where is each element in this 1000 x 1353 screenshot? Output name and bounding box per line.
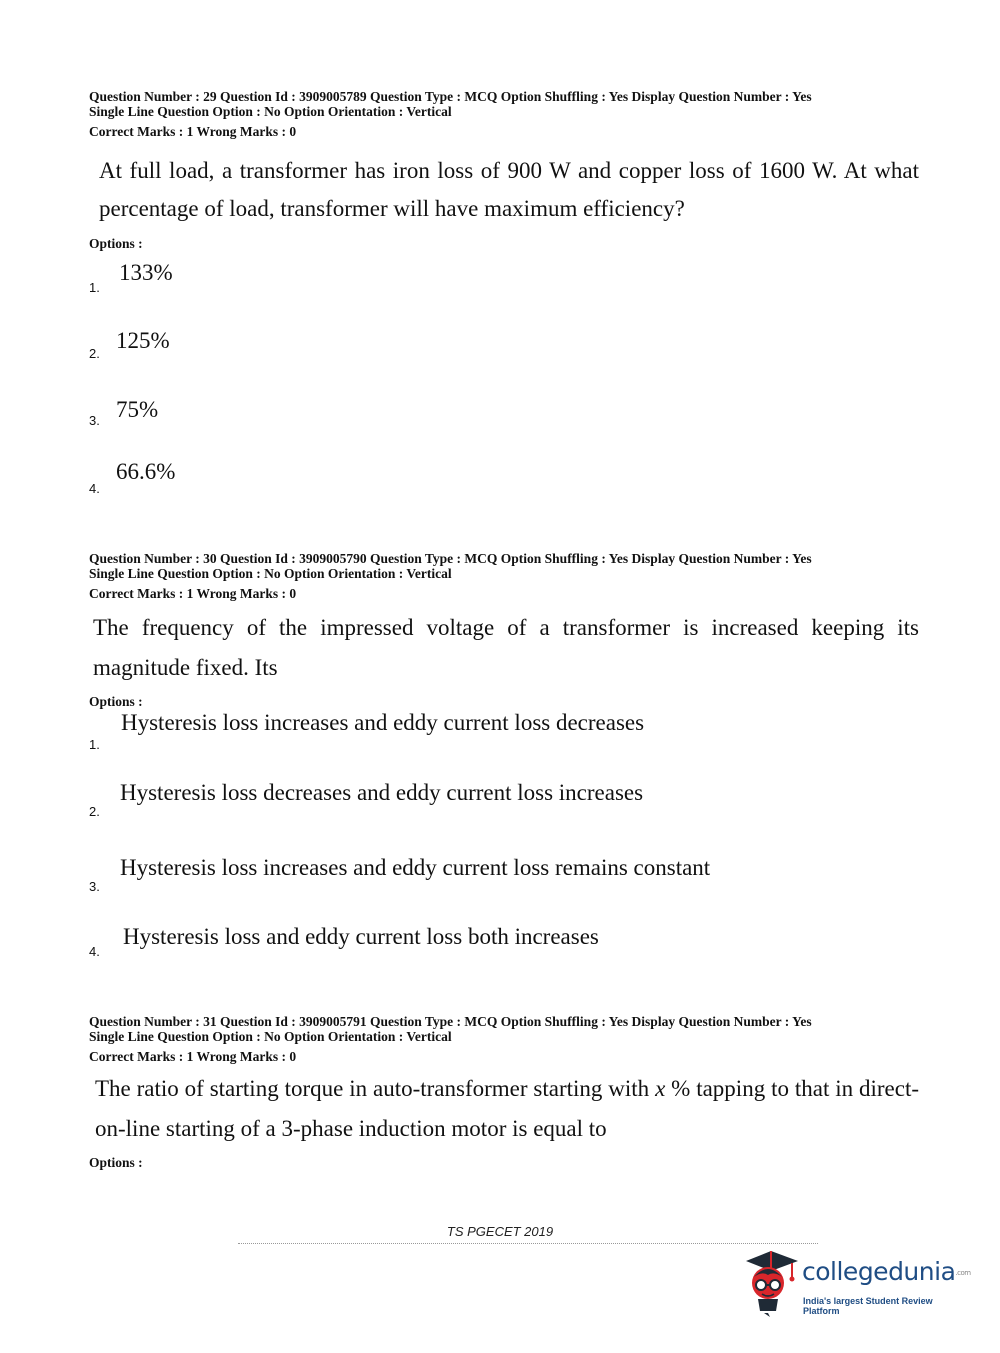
mascot-icon bbox=[740, 1247, 802, 1319]
marks-line: Correct Marks : 1 Wrong Marks : 0 bbox=[89, 124, 297, 139]
footer-divider bbox=[238, 1243, 818, 1244]
option-text: Hysteresis loss decreases and eddy current loss increases bbox=[120, 780, 644, 805]
meta-line-2: Single Line Question Option : No Option Orientation : Vertical bbox=[89, 1029, 452, 1044]
options-label: Options : bbox=[89, 236, 143, 251]
option-number: 3. bbox=[89, 413, 100, 428]
variable-x: x bbox=[655, 1076, 666, 1101]
question-text-part-2: % tapping to that in direct-on-line starting of a 3-phase induction motor is equal to bbox=[95, 1076, 920, 1141]
option-text: 133% bbox=[119, 260, 173, 285]
question-text bbox=[89, 1069, 919, 1149]
question-meta bbox=[89, 89, 919, 119]
option-text: 66.6% bbox=[116, 459, 176, 484]
question-meta bbox=[89, 551, 919, 581]
meta-line-2: Single Line Question Option : No Option Orientation : Vertical bbox=[89, 566, 452, 581]
options-label: Options : bbox=[89, 1155, 143, 1170]
option-text: 125% bbox=[116, 328, 170, 353]
options-q29 bbox=[89, 260, 919, 500]
footer-title: TS PGECET 2019 bbox=[446, 1224, 554, 1239]
option-text: 75% bbox=[116, 397, 159, 422]
question-meta bbox=[89, 1014, 919, 1044]
option-number: 3. bbox=[89, 879, 100, 894]
options-q30 bbox=[89, 710, 919, 970]
option-number: 4. bbox=[89, 944, 100, 959]
meta-line-1: Question Number : 31 Question Id : 3909005791 Question Type : MCQ Option Shuffling : Yes Display Question Number : Yes bbox=[89, 1014, 812, 1029]
option-text: Hysteresis loss increases and eddy current loss decreases bbox=[121, 710, 645, 735]
option-text: Hysteresis loss and eddy current loss both increases bbox=[123, 924, 599, 949]
meta-line-1: Question Number : 30 Question Id : 3909005790 Question Type : MCQ Option Shuffling : Yes Display Question Number : Yes bbox=[89, 551, 812, 566]
question-29 bbox=[89, 89, 919, 252]
question-31 bbox=[89, 1014, 919, 1171]
question-text: The frequency of the impressed voltage of a transformer is increased keeping its magnitude fixed. Its bbox=[93, 615, 919, 680]
meta-line-1: Question Number : 29 Question Id : 3909005789 Question Type : MCQ Option Shuffling : Yes Display Question Number : Yes bbox=[89, 89, 812, 104]
logo-suffix: .com bbox=[955, 1269, 971, 1277]
option-number: 2. bbox=[89, 804, 100, 819]
option-number: 1. bbox=[89, 737, 100, 752]
collegedunia-logo[interactable] bbox=[740, 1245, 970, 1320]
marks-line: Correct Marks : 1 Wrong Marks : 0 bbox=[89, 586, 297, 601]
question-text-part-1: The ratio of starting torque in auto-transformer starting with bbox=[95, 1076, 656, 1101]
marks-line: Correct Marks : 1 Wrong Marks : 0 bbox=[89, 1049, 297, 1064]
option-number: 2. bbox=[89, 346, 100, 361]
meta-line-2: Single Line Question Option : No Option Orientation : Vertical bbox=[89, 104, 452, 119]
logo-tagline: India's largest Student Review Platform bbox=[803, 1296, 933, 1316]
logo-wordmark bbox=[802, 1257, 971, 1286]
option-text: Hysteresis loss increases and eddy current loss remains constant bbox=[120, 855, 711, 880]
options-label: Options : bbox=[89, 694, 143, 709]
option-number: 1. bbox=[89, 280, 100, 295]
question-text: At full load, a transformer has iron loss of 900 W and copper loss of 1600 W. At what percentage of load, transformer will have maximum efficiency? bbox=[99, 158, 919, 221]
option-number: 4. bbox=[89, 481, 100, 496]
logo-name-text: collegedunia bbox=[802, 1257, 956, 1286]
question-30 bbox=[89, 551, 919, 710]
